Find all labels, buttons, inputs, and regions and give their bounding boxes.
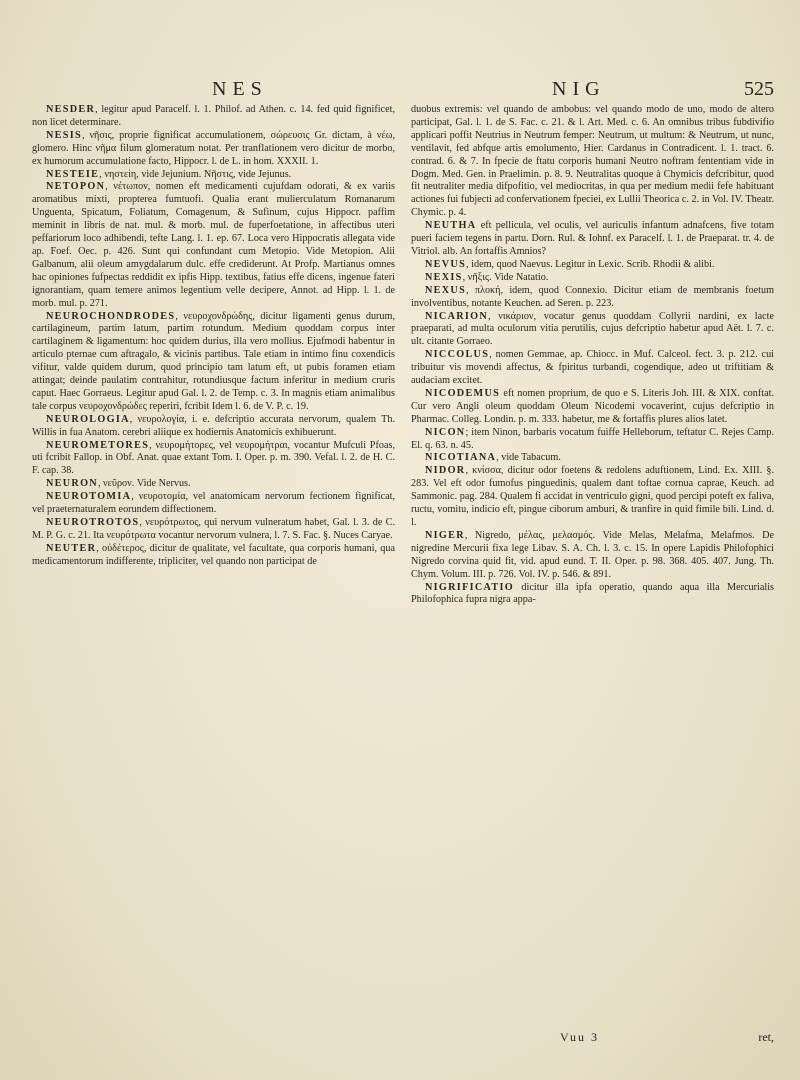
dictionary-entry [411, 465, 774, 530]
entry-text: , νευροτομία, vel anatomicam nervorum fectionem fignificat, vel praeternaturalem eorundem diffectionem. [32, 491, 395, 516]
running-head-center: NIG [552, 78, 606, 100]
entry-text: , νευροχονδρώδης, dicitur ligamenti genus durum, cartilagineum, partim latum, partim rotundum. Medium quoddam corpus inter cartilaginem & ligamentum: hoc quidem durius, illa vero mollius. Ejufmodi habentur in articulo pternae cum aftragalo, & vicinis partibus. Tale etiam in intimo finu coxendicis vifitur, valde quidem durum, quod principio tam latum eft, ut pubis foramen etiam attingat; deinde paulatim contrahitur, rotundiusque factum inferitur in medium cruris caput. Haec Gorraeus. Legitur apud Gal. l. 2. de Temp. c. 3. In magnis etiam animalibus tale corpus νευροχονδρώδες reperiri, fcribit Idem l. 6. de V. P. c. 19. [32, 310, 395, 412]
entry-text: , οὐδέτερος, dicitur de qualitate, vel facultate, qua corporis humani, qua medicamentorum indifferente, tripliciter, vel quando non participat de [32, 542, 395, 567]
entry-text: dicitur illa ipfa operatio, quando aqua illa Mercurialis Philofophica fupra nigra appa- [411, 581, 774, 606]
entry-text: , vide Tabacum. [496, 452, 561, 464]
entry-text: , νηστείη, vide Jejunium. Νῆστις, vide Jejunus. [99, 168, 292, 180]
entry-headword: NEUROLOGIA [46, 413, 130, 425]
dictionary-entry [32, 517, 395, 543]
entry-text: , νευρολογία, i. e. defcriptio accurata nervorum, qualem Th. Willis in fua Anatom. cerebri aliique ex hodiernis Anatomicis exhibuerunt. [32, 413, 395, 438]
dictionary-entry [32, 169, 395, 182]
dictionary-entry [411, 311, 774, 350]
entry-headword: NESTEIE [46, 168, 100, 180]
entry-headword: NICON [425, 426, 466, 438]
entry-text: , legitur apud Paracelf. l. 1. Philof. ad Athen. c. 14. fed quid fignificet, non licet determinare. [32, 104, 395, 128]
dictionary-entry [32, 181, 395, 310]
dictionary-entry [411, 272, 774, 285]
entry-text: , νῆξις. Vide Natatio. [462, 271, 549, 283]
entry-text: ; item Ninon, barbaris vocatum fuiffe Helleborum, teftatur C. Rejes Camp. El. q. 63. n. 45. [411, 426, 774, 451]
entry-headword: NICOTIANA [425, 452, 497, 464]
page-footer [560, 1030, 774, 1046]
entry-text: , idem, quod Naevus. Legitur in Lexic. Scrib. Rhodii & alibi. [466, 258, 715, 270]
dictionary-entry [411, 349, 774, 388]
entry-text: , Nigredo, μέλας, μελασμός. Vide Melas, Melafma, Melafmos. De nigredine Mercurii fixa lege Libav. S. A. Ch. l. 3. c. 15. In opere Lapidis Philofophici Nigredo corvina quid fit, vid. apud eund. T. II. Oper. p. 98. 368. 405. 407. Jung. Th. Chym. Volum. III. p. 726. Vol. IV. p. 546. & 891. [411, 529, 774, 580]
running-head [32, 78, 774, 102]
entry-text: , νέτωπον, nomen eft medicamenti cujufdam odorati, & ex variis aromatibus mixti, propterea fumtuofi. Qualia erant mulierculatum Romanarum Unguenta, Spicatum, Foliatum, Comagenum, & Sufinum, cujus Hippocr. paffim meminit in libris de nat. mul. & morb. mul. de fuperfoetatione, in affectibus uteri peffariorum loco adhibendi, tefte Lang. l. 1. ep. 67. Loca vero Hippocratis allegata vide ap. Foef. Oec. p. 426. Sunt qui confundant cum Metopio. Vide Metopion. Alii Galbanum, alii oleum amygdalarum dulc. effe crediderunt. At Profp. Martianus omnes hac opiniones fufpectas reddidit ex ipfis Hipp. textibus, fatius effe dicens, ingenue fateri ignorantiam, quam temere animos legentium velle decipere, Annot. ad Hipp. l. 1. de morb. mul. p. 271. [32, 181, 395, 309]
entry-text: , νευρομήτορες, vel νευρομήτραι, vocantur Mufculi Pfoas, uti fcribit Fallop. in Obf. Anat. quae extant Tom. I. Oper. p. m. 390. Vefal. l. 2. de H. C. F. cap. 38. [32, 439, 395, 477]
entry-headword: NIDOR [425, 465, 466, 477]
dictionary-entry [32, 543, 395, 569]
entry-headword: NEUROMETORES [46, 439, 150, 451]
entry-headword: NESDER [46, 104, 96, 115]
entry-text: eft nomen proprium, de quo e S. Literis Joh. III. & XIX. conftat. Cur vero Angli oleum quoddam Oleum Nicodemi vocaverint, cujus defcriptio in Pharmac. Colleg. Londin. p. m. 333. habetur, me & fortaffis plures alios latet. [411, 387, 774, 425]
entry-text: duobus extremis: vel quando de ambobus: vel quando modo de uno, modo de altero participat, Gal. l. 1. de S. Fac. c. 21. & l. Art. Med. c. 6. An omnibus tribus fubdivifio applicari poffit Neutrius in Neutrum femper: Neutrum, ut multum: & Neutrum, ut nunc, ventilavit, fed abfque artis emolumento, Hier. Cardanus in Contradicent. l. 1. tract. 6. contrad. 6. & 7. In fpecie de ftatu corporis humani Neutro noftram fententiam vide in Dogm. Med. Gen. in Praelimin. p. 8. 9. Neutralitas quoque à Chymicis defcribitur, quod fit neutraliter media difpofitio, vel mediocritas, in qua per medium medii fefe habituant actiones fui fubjecti ad confervationem fpeciei, ex Lullii Theorica c. 2. in Vol. IV. Theatr. Chymic. p. 4. [411, 104, 774, 219]
dictionary-entry [411, 427, 774, 453]
entry-headword: NEUROCHONDRODES [46, 310, 176, 322]
dictionary-entry [32, 414, 395, 440]
running-head-left: NES [212, 78, 268, 100]
dictionary-entry [411, 285, 774, 311]
entry-headword: NEURON [46, 478, 98, 490]
dictionary-entry [32, 104, 395, 130]
entry-headword: NEUTHA [425, 220, 477, 232]
dictionary-entry [32, 491, 395, 517]
entry-headword: NICODEMUS [425, 387, 501, 399]
dictionary-entry [32, 130, 395, 169]
dictionary-entry [32, 478, 395, 491]
right-column [411, 104, 774, 1050]
entry-headword: NEUROTOMIA [46, 491, 132, 503]
entry-headword: NICARION [425, 310, 489, 322]
dictionary-entry [411, 259, 774, 272]
entry-text: , πλοκή, idem, quod Connexio. Dicitur etiam de membranis foetum involventibus, notante Keuchen. ad Seren. p. 223. [411, 284, 774, 309]
entry-headword: NESIS [46, 129, 82, 141]
entry-text: , νευρότρωτος, qui nervum vulneratum habet, Gal. l. 3. de C. M. P. G. c. 21. Ita νευρότρωτα vocantur nervorum vulnera, l. 7. S. Fac. §. Nuces Caryae. [32, 517, 395, 541]
dictionary-entry [411, 530, 774, 582]
catchword: ret, [758, 1030, 774, 1044]
entry-text: , nomen Gemmae, ap. Chiocc. in Muf. Calceol. fect. 3. p. 212. cui tribuitur vis movendi affectus, & fpiritus turbandi, cogendique, adeo ut triftitiam & audaciam excitet. [411, 349, 774, 387]
entry-headword: NEUTER [46, 542, 97, 554]
entry-text: , κνίσσα, dicitur odor foetens & redolens aduftionem, Lind. Ex. XIII. §. 283. Vel eft odor fumofus pinguedinis, qualem dant toftae cornua caprae, Keuch. ad Sammonic. pag. 284. Qualem fi accidat in ventriculo gigni, quod percipi poteft ex faliva, ructu, vomitu, indicio eft, pingue ciborum amburi, & tranfire in quid fimile bili. Lind. d. l. [411, 465, 774, 528]
dictionary-entry [411, 104, 774, 220]
signature-mark: Vuu 3 [560, 1030, 599, 1044]
entry-headword: NEXUS [425, 284, 467, 296]
dictionary-entry [411, 452, 774, 465]
entry-text: , νεῦρον. Vide Nervus. [97, 478, 191, 490]
entry-headword: NEXIS [425, 271, 463, 283]
dictionary-entry [411, 582, 774, 608]
entry-headword: NIGRIFICATIO [425, 581, 514, 593]
dictionary-entry [411, 220, 774, 259]
page-number: 525 [744, 78, 774, 100]
entry-headword: NEUROTROTOS [46, 517, 140, 528]
entry-text: eft pellicula, vel oculis, vel auriculis infantum adnafcens, five totam pueri faciem tegens in partu. Dorn. Rul. & Iohnf. ex Paracelf. l. 1. de Praeparat. tr. 4. de Vitriol. alb. An fortaffis Amnios? [411, 220, 774, 257]
entry-headword: NEVUS [425, 258, 467, 270]
dictionary-entry [411, 388, 774, 427]
text-columns [32, 104, 774, 1050]
entry-headword: NIGER [425, 529, 465, 541]
dictionary-entry [32, 440, 395, 479]
entry-text: , νῆσις, proprie fignificat accumulationem, σώρευσις Gr. dictam, à νέω, glomero. Hinc νῆμα filum glomeratum notat. Per tranflationem vero dicitur de morbo, ex humorum accumulatione facto, Hippocr. l. de L. in hom. XXXII. 1. [32, 129, 395, 167]
entry-headword: NICCOLUS [425, 349, 490, 361]
entry-text: , νικάριον, vocatur genus quoddam Collyrii nardini, ex lacte praeparati, ad multa oculorum vitia perutilis, cujus defcriptio habetur apud Aët. l. 7. c. ult. citante Gorraeo. [411, 310, 774, 348]
entry-headword: NETOPON [46, 181, 106, 193]
left-column [32, 104, 395, 1050]
dictionary-entry [32, 311, 395, 414]
